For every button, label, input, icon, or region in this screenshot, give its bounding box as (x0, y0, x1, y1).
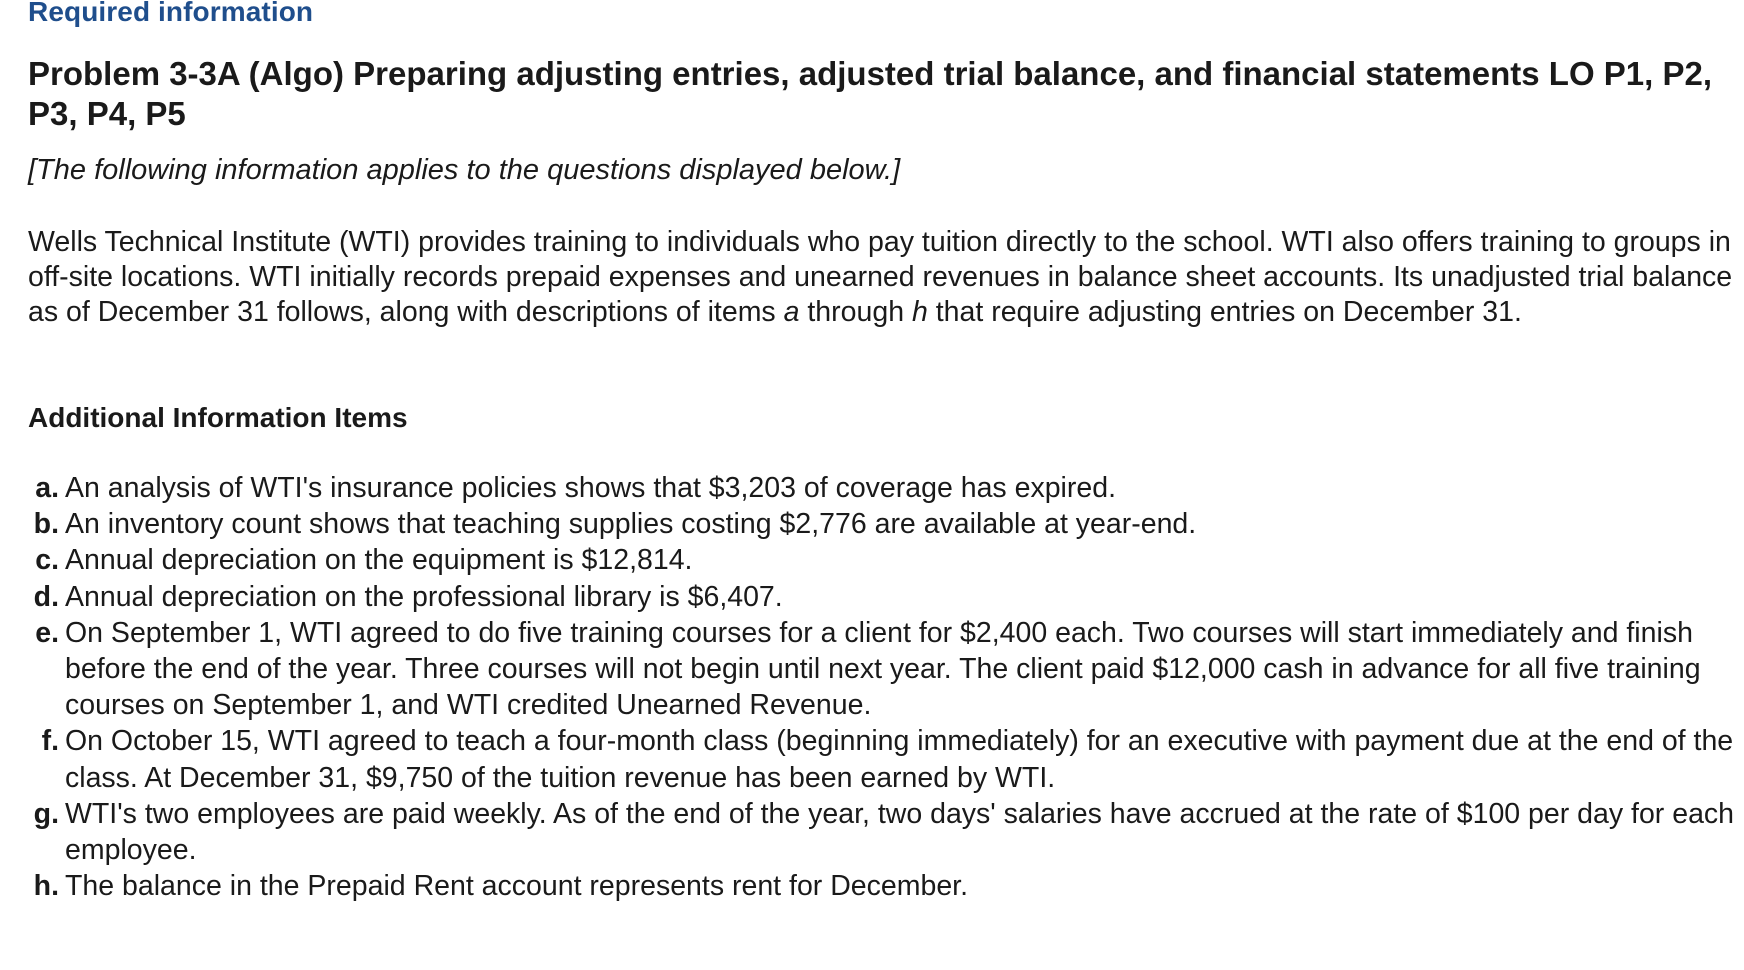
item-text: WTI's two employees are paid weekly. As of the end of the year, two days' salaries have accrued at the rate of $100 per day for each employee. (65, 797, 1735, 867)
item-text: An analysis of WTI's insurance policies shows that $3,203 of coverage has expired. (65, 472, 1116, 504)
info-item-h (22, 868, 1740, 904)
item-letter: c. (35, 544, 59, 577)
intro-text-part1: Wells Technical Institute (WTI) provides training to individuals who pay tuition directly to the school. WTI also offers training to groups in off-site locations. WTI initially records prepaid expenses and unearned revenues in balance sheet accounts. Its unadjusted trial balance as of December 31 follows, along with descriptions of items (28, 226, 1733, 328)
item-text: Annual depreciation on the professional library is $6,407. (65, 580, 783, 613)
problem-title: Problem 3-3A (Algo) Preparing adjusting entries, adjusted trial balance, and financial statements LO P1, P2, P3, P4, P5 (28, 55, 1713, 132)
additional-info-list (22, 470, 1740, 904)
item-text: On October 15, WTI agreed to teach a four-month class (beginning immediately) for an executive with payment due at the end of the class. At December 31, $9,750 of the tuition revenue has been earned by WTI. (65, 725, 1734, 794)
item-letter: e. (35, 616, 59, 649)
item-letter: b. (33, 508, 59, 541)
info-item-e (22, 615, 1740, 724)
required-information-heading: Required information (28, 0, 314, 27)
intro-item-h: h (911, 296, 928, 328)
intro-text-part2: through (799, 296, 912, 328)
item-text: The balance in the Prepaid Rent account represents rent for December. (65, 870, 969, 903)
info-item-b (22, 506, 1740, 542)
problem-subtitle: [The following information applies to the questions displayed below.] (28, 154, 901, 186)
item-letter: h. (33, 870, 59, 903)
item-text: An inventory count shows that teaching supplies costing $2,776 are available at year-end. (65, 508, 1197, 541)
additional-info-heading: Additional Information Items (28, 402, 408, 433)
item-letter: a. (35, 472, 59, 504)
problem-intro (28, 225, 1738, 330)
info-item-g (22, 796, 1740, 868)
info-item-c (22, 542, 1740, 578)
intro-text-part3: that require adjusting entries on December 31. (927, 296, 1522, 328)
item-text: On September 1, WTI agreed to do five training courses for a client for $2,400 each. Two courses will start immediately and finish before the end of the year. Three courses will not begin until next year. The client paid $12,000 cash in advance for all five training courses on September 1, and WTI credited Unearned Revenue. (65, 616, 1701, 722)
item-letter: d. (33, 580, 59, 613)
info-item-d (22, 579, 1740, 615)
item-text: Annual depreciation on the equipment is $12,814. (65, 544, 693, 577)
item-letter: g. (33, 797, 59, 830)
intro-item-a: a (783, 296, 800, 328)
info-item-a (22, 470, 1740, 506)
item-letter: f. (41, 725, 59, 758)
info-item-f (22, 723, 1740, 795)
